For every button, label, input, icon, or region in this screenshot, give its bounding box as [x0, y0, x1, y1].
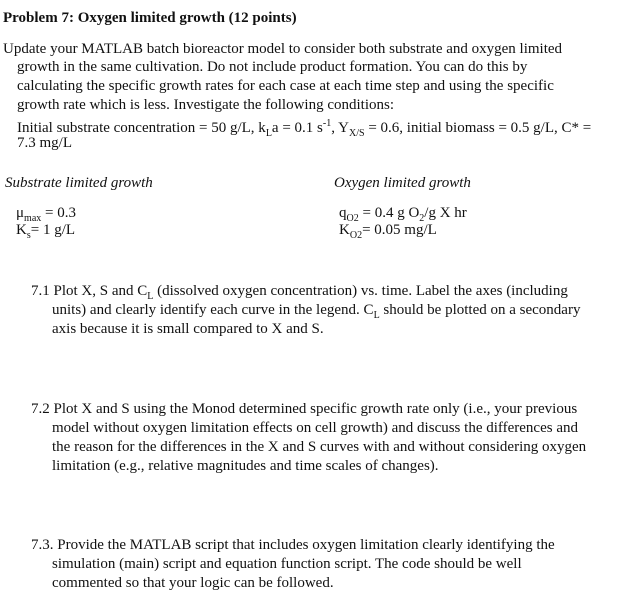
mu-symbol: μ	[16, 205, 25, 221]
ks-symbol: K	[16, 222, 27, 238]
conditions-text-c: , Y	[331, 120, 350, 136]
item-7-1-line-3: axis because it is small compared to X and S.	[52, 321, 324, 337]
ko2-subscript: O2	[349, 230, 363, 241]
conditions-text-d: = 0.6, initial biomass = 0.5 g/L, C* =	[364, 120, 592, 136]
item-7-2-line-2: model without oxygen limitation effects on cell growth) and discuss the differences and	[52, 420, 578, 436]
ks-line	[16, 221, 75, 245]
mu-max-value: = 0.3	[41, 205, 76, 221]
mu-subscript: max	[24, 213, 42, 224]
item-7-1-text-a: 7.1 Plot X, S and C	[31, 283, 148, 299]
item-7-3-line-3: commented so that your logic can be followed.	[52, 575, 334, 591]
item-7-1-cl-subscript: L	[147, 291, 154, 302]
conditions-inverse-seconds: -1	[322, 118, 332, 129]
qo2-value-subscript: 2	[419, 213, 425, 224]
conditions-line-1	[17, 115, 591, 143]
intro-line-2: growth in the same cultivation. Do not include product formation. You can do this by	[17, 59, 528, 75]
qo2-symbol: q	[339, 205, 347, 221]
conditions-line-2: 7.3 mg/L	[17, 135, 72, 151]
ko2-value: = 0.05 mg/L	[362, 222, 437, 238]
item-7-3-line-2: simulation (main) script and equation function script. The code should be well	[52, 556, 522, 572]
conditions-text-a: Initial substrate concentration = 50 g/L, k	[17, 120, 266, 136]
qo2-subscript: O2	[346, 213, 359, 224]
item-7-3-line-1: 7.3. Provide the MATLAB script that includes oxygen limitation clearly identifying the	[31, 537, 555, 553]
item-7-2-line-1: 7.2 Plot X and S using the Monod determined specific growth rate only (i.e., your previous	[31, 401, 578, 417]
item-7-1-line-2-b: should be plotted on a secondary	[379, 302, 581, 318]
conditions-text-b: a = 0.1 s	[271, 120, 323, 136]
ks-value: = 1 g/L	[30, 222, 76, 238]
intro-line-1: Update your MATLAB batch bioreactor model to consider both substrate and oxygen limited	[3, 41, 563, 57]
ko2-line	[339, 221, 437, 245]
problem-title: Problem 7: Oxygen limited growth (12 points)	[3, 10, 297, 26]
intro-line-3: calculating the specific growth rates for each case at each time step and using the specific	[17, 78, 554, 94]
conditions-kla-subscript: L	[265, 128, 272, 139]
item-7-2-line-4: limitation (e.g., relative magnitudes and time scales of changes).	[52, 458, 439, 474]
oxygen-limited-heading: Oxygen limited growth	[334, 175, 471, 191]
qo2-value-b: /g X hr	[424, 205, 467, 221]
item-7-1-line-2-a: units) and clearly identify each curve in the legend. C	[52, 302, 374, 318]
ks-subscript: s	[26, 230, 31, 241]
conditions-yield-subscript: X/S	[349, 128, 365, 139]
ko2-symbol: K	[339, 222, 350, 238]
qo2-value-a: = 0.4 g O	[358, 205, 420, 221]
item-7-1-text-b: (dissolved oxygen concentration) vs. time. Label the axes (including	[153, 283, 568, 299]
item-7-1-line-2-subscript: L	[373, 310, 380, 321]
substrate-limited-heading: Substrate limited growth	[5, 175, 153, 191]
intro-line-4: growth rate which is less. Investigate the following conditions:	[17, 97, 395, 113]
item-7-2-line-3: the reason for the differences in the X and S curves with and without considering oxygen	[52, 439, 587, 455]
